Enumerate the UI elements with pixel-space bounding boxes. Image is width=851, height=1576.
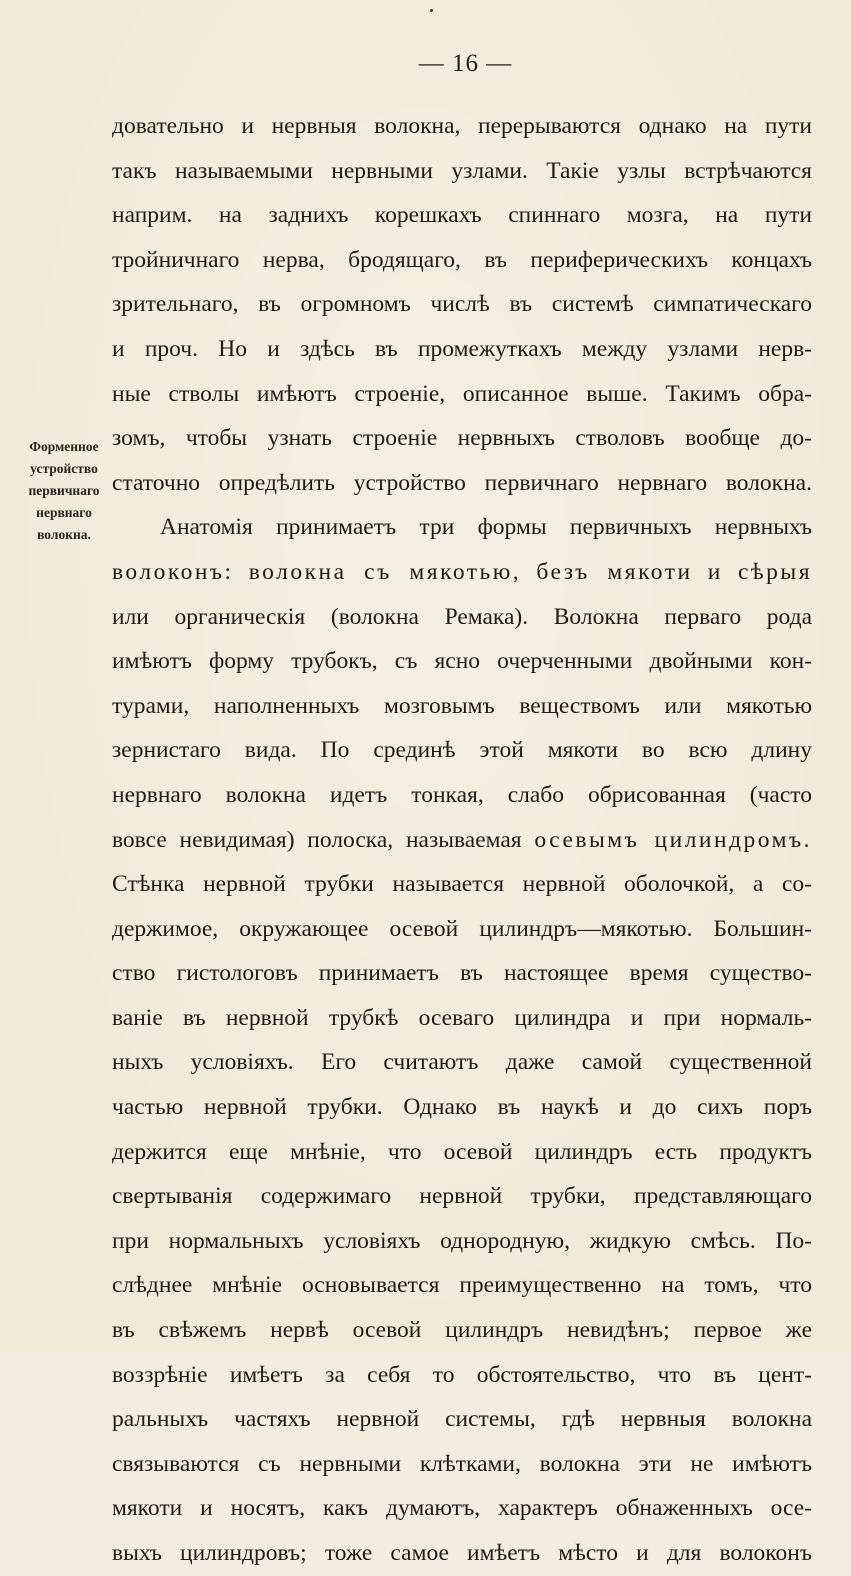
text-line: мякоти и носятъ, какъ думаютъ, характеръ обнаженныхъ осе- [112, 1495, 812, 1522]
text-line: нервнаго волокна идетъ тонкая, слабо обрисованная (часто [112, 781, 812, 808]
text-line: при нормальныхъ условіяхъ однородную, жидкую смѣсь. По- [112, 1227, 812, 1254]
text-line: ваніе въ нервной трубкѣ осеваго цилиндра и при нормаль- [112, 1004, 812, 1031]
text-line: зернистаго вида. По срединѣ этой мякоти во всю длину [112, 737, 812, 764]
body-text [112, 104, 812, 1576]
margin-note-line: нервнаго [36, 505, 92, 520]
text-line: зомъ, чтобы узнать строеніе нервныхъ стволовъ вообще до- [112, 425, 812, 452]
text-line: свертыванія содержимаго нервной трубки, представляющаго [112, 1183, 812, 1210]
text-line [112, 818, 812, 863]
spaced-phrase: сѣрыя [737, 558, 813, 585]
text-line: ные стволы имѣютъ строеніе, описанное выше. Такимъ обра- [112, 380, 812, 407]
text-line: держится еще мнѣніе, что осевой цилиндръ есть продуктъ [112, 1138, 812, 1165]
paragraph-start-line: Анатомія принимаетъ три формы первичныхъ нервныхъ [160, 514, 812, 541]
text-line: ство гистологовъ принимаетъ въ настоящее время существо- [112, 960, 812, 987]
text-line: турами, наполненныхъ мозговымъ веществомъ или мякотью [112, 692, 812, 719]
text-line: статочно опредѣлить устройство первичнаго нервнаго волокна. [112, 469, 812, 496]
text-line: воззрѣніе имѣетъ за себя то обстоятельство, что въ цент- [112, 1361, 812, 1388]
ink-speck [430, 9, 433, 12]
text-line: зрительнаго, въ огромномъ числѣ въ системѣ симпатическаго [112, 291, 812, 318]
text-line: и проч. Но и здѣсь въ промежуткахъ между узлами нерв- [112, 335, 812, 362]
margin-note-line: волокна. [37, 527, 91, 542]
text-line: слѣднее мнѣніе основывается преимущественно на томъ, что [112, 1272, 812, 1299]
spaced-phrase: волоконъ: [112, 558, 234, 585]
page-number: — 16 — [418, 50, 513, 77]
text-line: ныхъ условіяхъ. Его считаютъ даже самой существенной [112, 1049, 812, 1076]
text-line: выхъ цилиндровъ; тоже самое имѣетъ мѣсто и для волоконъ [112, 1540, 812, 1566]
text-line: въ свѣжемъ нервѣ осевой цилиндръ невидѣнъ; первое же [112, 1317, 812, 1344]
text-line: связываются съ нервными клѣтками, волокна эти не имѣютъ [112, 1450, 812, 1477]
text-line: частью нервной трубки. Однако въ наукѣ и до сихъ поръ [112, 1094, 812, 1121]
spaced-phrase: и [707, 558, 723, 585]
text-line: наприм. на заднихъ корешкахъ спиннаго мозга, на пути [112, 202, 812, 229]
text-line [112, 550, 812, 595]
text-line: или органическія (волокна Ремака). Волокна перваго рода [112, 603, 812, 630]
plain-phrase: вовсе невидимая) полоска, называемая [112, 826, 522, 853]
margin-note [18, 436, 110, 546]
text-line: такъ называемыми нервными узлами. Такіе узлы встрѣчаются [112, 157, 812, 184]
margin-note-line: Форменное [29, 439, 99, 454]
spaced-phrase: волокна съ мякотью, [248, 558, 522, 585]
text-line: имѣютъ форму трубокъ, съ ясно очерченными двойными кон- [112, 648, 812, 675]
text-line: держимое, окружающее осевой цилиндръ—мякотью. Большин- [112, 915, 812, 942]
margin-note-line: первичнаго [28, 483, 100, 498]
spaced-phrase: безъ мякоти [536, 558, 693, 585]
text-line: довательно и нервныя волокна, перерываются однако на пути [112, 113, 812, 139]
text-line: тройничнаго нерва, бродящаго, въ периферическихъ концахъ [112, 246, 812, 273]
margin-note-line: устройство [30, 461, 98, 476]
spaced-phrase: осевымъ цилиндромъ. [534, 826, 812, 853]
text-line: Стѣнка нервной трубки называется нервной оболочкой, а со- [112, 871, 812, 898]
text-line: ральныхъ частяхъ нервной системы, гдѣ нервныя волокна [112, 1406, 812, 1433]
